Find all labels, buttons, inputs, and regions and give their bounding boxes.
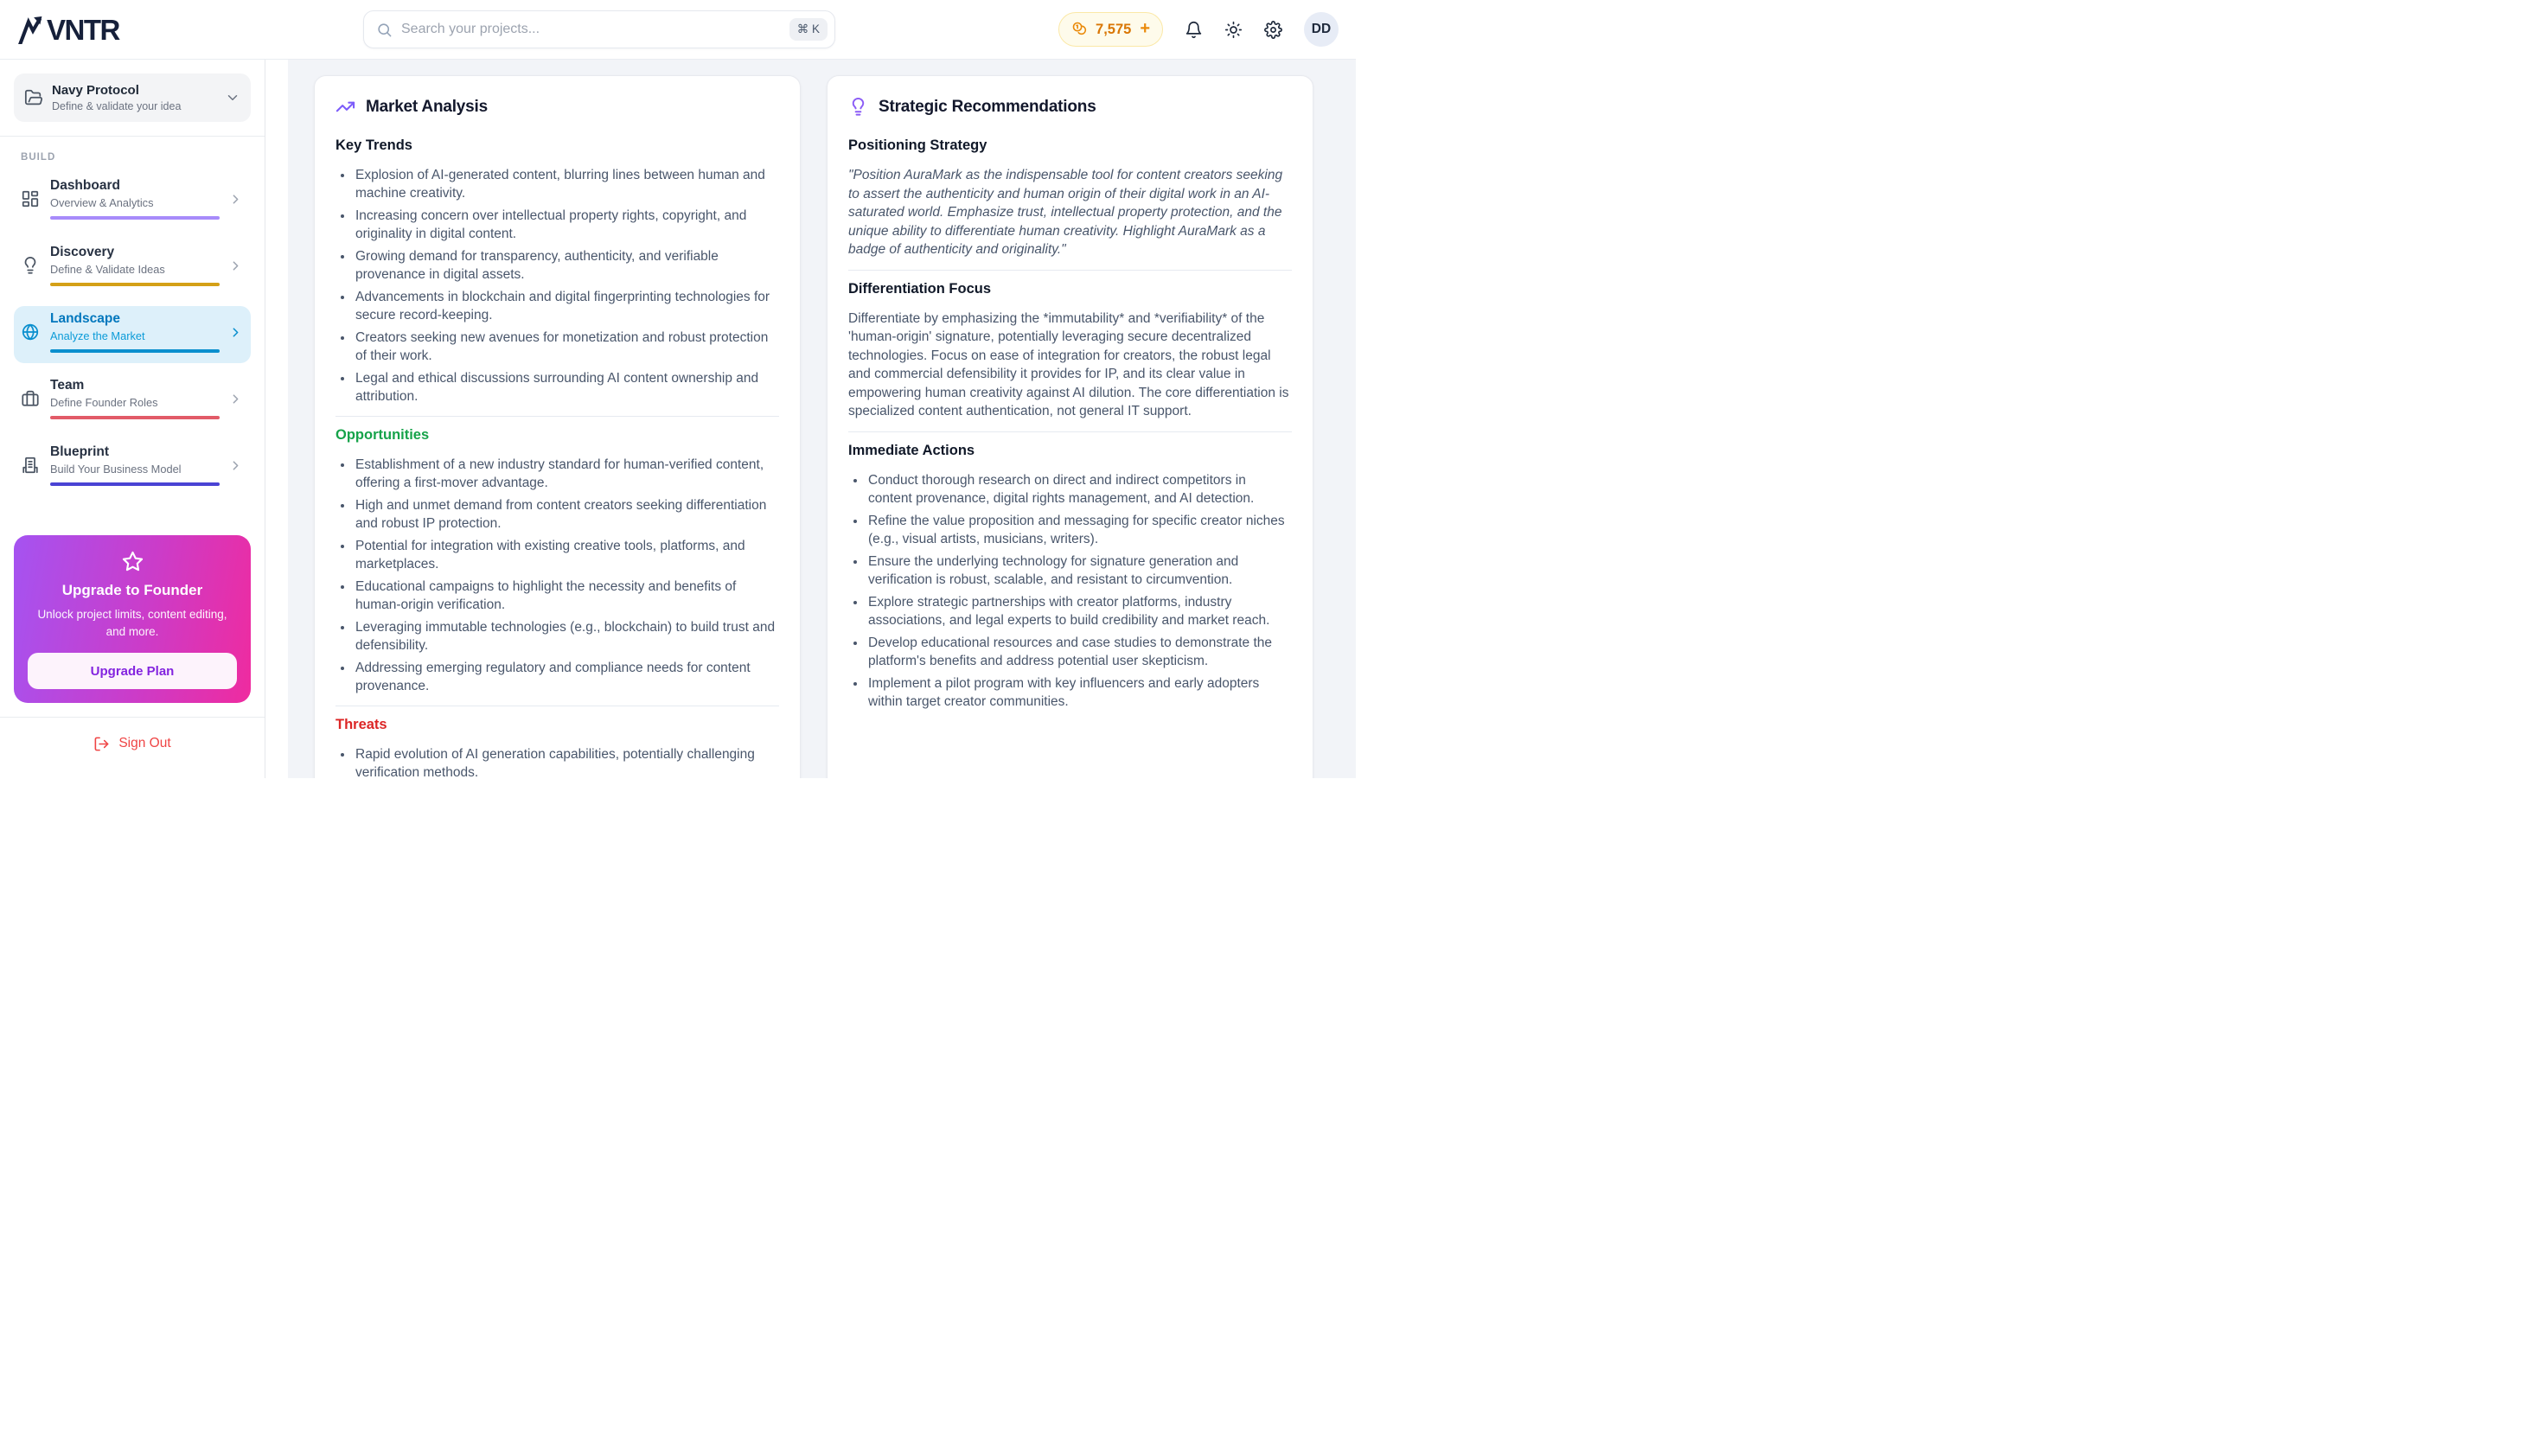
search-shortcut-badge: ⌘ K — [789, 18, 828, 41]
sidebar-item-title: Dashboard — [50, 178, 120, 193]
bullet-list — [848, 471, 1292, 711]
section-heading: Threats — [335, 717, 387, 732]
building-icon — [17, 456, 50, 475]
market-analysis-body — [335, 137, 779, 778]
gear-icon — [1264, 21, 1282, 39]
logo-text: VNTR — [47, 13, 119, 46]
credits-amount: 7,575 — [1096, 21, 1132, 37]
bullet-item: • Leveraging immutable technologies (e.g., blockchain) to build trust and defensibility. — [354, 618, 779, 655]
section-heading: Positioning Strategy — [848, 137, 987, 153]
section-divider — [335, 416, 779, 417]
section-heading: Immediate Actions — [848, 442, 975, 458]
content-surface — [288, 60, 1356, 778]
section-heading: Opportunities — [335, 427, 430, 443]
sidebar-item-team[interactable] — [14, 373, 251, 430]
search-icon — [376, 22, 393, 38]
bullet-item: • Creators seeking new avenues for monetization and robust protection of their work. — [354, 329, 779, 365]
coins-icon — [1071, 21, 1089, 38]
chevron-right-icon — [228, 458, 244, 473]
settings-button[interactable] — [1264, 21, 1282, 39]
bullet-item: • Explore strategic partnerships with creator platforms, industry associations, and legal experts to build credibility and market reach. — [866, 593, 1292, 629]
notifications-button[interactable] — [1185, 21, 1203, 39]
globe-icon — [17, 322, 50, 342]
bullet-item: • Explosion of AI-generated content, blurring lines between human and machine creativity. — [354, 166, 779, 202]
build-section-label: BUILD — [21, 152, 56, 163]
sidebar-item-blueprint[interactable] — [14, 439, 251, 496]
sidebar-item-subtitle: Analyze the Market — [50, 329, 145, 342]
sidebar-divider — [0, 136, 265, 137]
theme-toggle-button[interactable] — [1224, 21, 1243, 39]
market-analysis-card — [314, 75, 801, 778]
chevron-right-icon — [228, 392, 244, 406]
section-heading: Differentiation Focus — [848, 280, 992, 297]
upgrade-plan-button[interactable]: Upgrade Plan — [28, 653, 237, 689]
bullet-item: • Educational campaigns to highlight the necessity and benefits of human-origin verification. — [354, 578, 779, 614]
bullet-item: • Implement a pilot program with key influencers and early adopters within target creator communities. — [866, 674, 1292, 711]
user-avatar[interactable]: DD — [1304, 12, 1339, 47]
bullet-list — [335, 456, 779, 695]
chevron-right-icon — [228, 325, 244, 340]
sign-out-button[interactable] — [14, 723, 251, 764]
briefcase-icon — [17, 389, 50, 408]
sidebar-item-title: Team — [50, 378, 85, 393]
bullet-item: • Rapid evolution of AI generation capabilities, potentially challenging verification methods. — [354, 745, 779, 778]
bullet-item: • Advancements in blockchain and digital fingerprinting technologies for secure record-keeping. — [354, 288, 779, 324]
progress-bar — [50, 283, 220, 286]
sidebar-bottom-divider — [0, 717, 265, 718]
lightbulb-icon — [848, 97, 868, 117]
bullet-item: • Legal and ethical discussions surrounding AI content ownership and attribution. — [354, 369, 779, 406]
sidebar-item-title: Blueprint — [50, 444, 110, 459]
sidebar-nav — [14, 173, 251, 506]
search-bar[interactable] — [363, 10, 835, 48]
chevron-down-icon — [225, 90, 240, 105]
sidebar-item-subtitle: Define & Validate Ideas — [50, 263, 165, 276]
credits-badge[interactable] — [1058, 12, 1163, 47]
section-paragraph: "Position AuraMark as the indispensable tool for content creators seeking to assert the authenticity and human origin of their digital work in an AI-saturated world. Emphasize trust, intellectual property protection, and the unique ability to differentiate human creativity. Highlight AuraMark as a badge of authenticity and originality." — [848, 168, 1283, 257]
app-logo[interactable] — [17, 13, 119, 46]
market-analysis-title: Market Analysis — [366, 97, 488, 116]
top-bar — [0, 0, 1356, 60]
progress-bar — [50, 349, 220, 353]
strategic-recommendations-body — [848, 137, 1292, 711]
bullet-list — [335, 745, 779, 778]
lightbulb-icon — [17, 256, 50, 275]
bell-icon — [1185, 21, 1203, 39]
bullet-item: • Refine the value proposition and messaging for specific creator niches (e.g., visual artists, musicians, writers). — [866, 512, 1292, 548]
sidebar-item-subtitle: Build Your Business Model — [50, 463, 182, 476]
sidebar-item-dashboard[interactable] — [14, 173, 251, 230]
trending-up-icon — [335, 97, 355, 117]
progress-bar — [50, 482, 220, 486]
folder-open-icon — [24, 88, 43, 107]
sun-icon — [1224, 21, 1243, 39]
sidebar-item-landscape[interactable] — [14, 306, 251, 363]
star-icon — [28, 550, 237, 573]
section-divider — [848, 270, 1292, 271]
bullet-item: • Establishment of a new industry standard for human-verified content, offering a first-mover advantage. — [354, 456, 779, 492]
bullet-item: • Addressing emerging regulatory and compliance needs for content provenance. — [354, 659, 779, 695]
sidebar-item-title: Landscape — [50, 311, 120, 326]
progress-bar — [50, 416, 220, 419]
add-credits-button[interactable]: + — [1140, 19, 1150, 38]
upgrade-subtitle: Unlock project limits, content editing, and more. — [37, 607, 227, 638]
dashboard-grid-icon — [17, 189, 50, 208]
bullet-item: • Ensure the underlying technology for signature generation and verification is robust, scalable, and resistant to circumvention. — [866, 552, 1292, 589]
strategic-recommendations-title: Strategic Recommendations — [879, 97, 1096, 116]
section-divider — [848, 431, 1292, 432]
bullet-item: • High and unmet demand from content creators seeking differentiation and robust IP protection. — [354, 496, 779, 533]
project-selector[interactable] — [14, 73, 251, 122]
sidebar — [0, 60, 265, 778]
bullet-item: • Develop educational resources and case studies to demonstrate the platform's benefits and address potential user skepticism. — [866, 634, 1292, 670]
sidebar-item-discovery[interactable] — [14, 239, 251, 297]
project-name: Navy Protocol — [52, 83, 139, 98]
section-heading: Key Trends — [335, 137, 412, 153]
strategic-recommendations-card — [827, 75, 1313, 778]
upgrade-title: Upgrade to Founder — [61, 581, 203, 598]
upgrade-card — [14, 535, 251, 704]
logout-icon — [93, 736, 110, 752]
progress-bar — [50, 216, 220, 220]
section-paragraph: Differentiate by emphasizing the *immutability* and *verifiability* of the 'human-origin' signature, potentially leveraging secure decentralized technologies. Focus on ease of integration for creators, the robust legal and commercial defensibility it provides for IP, and its clear value in empowering human creativity against AI dilution. The core differentiation is specialized content authentication, not general IT support. — [848, 310, 1289, 418]
chevron-right-icon — [228, 259, 244, 273]
sidebar-item-title: Discovery — [50, 245, 115, 259]
sidebar-item-subtitle: Overview & Analytics — [50, 196, 154, 209]
logo-arrow-icon — [17, 16, 43, 44]
chevron-right-icon — [228, 192, 244, 207]
sidebar-item-subtitle: Define Founder Roles — [50, 396, 158, 409]
sign-out-label: Sign Out — [118, 736, 171, 750]
project-subtitle: Define & validate your idea — [52, 100, 182, 112]
bullet-item: • Increasing concern over intellectual property rights, copyright, and originality in digital content. — [354, 207, 779, 243]
bullet-item: • Potential for integration with existing creative tools, platforms, and marketplaces. — [354, 537, 779, 573]
main-content — [265, 60, 1356, 778]
bullet-item: • Conduct thorough research on direct and indirect competitors in content provenance, digital rights management, and AI detection. — [866, 471, 1292, 508]
bullet-list — [335, 166, 779, 406]
bullet-item: • Growing demand for transparency, authenticity, and verifiable provenance in digital assets. — [354, 247, 779, 284]
search-input[interactable] — [401, 22, 781, 37]
